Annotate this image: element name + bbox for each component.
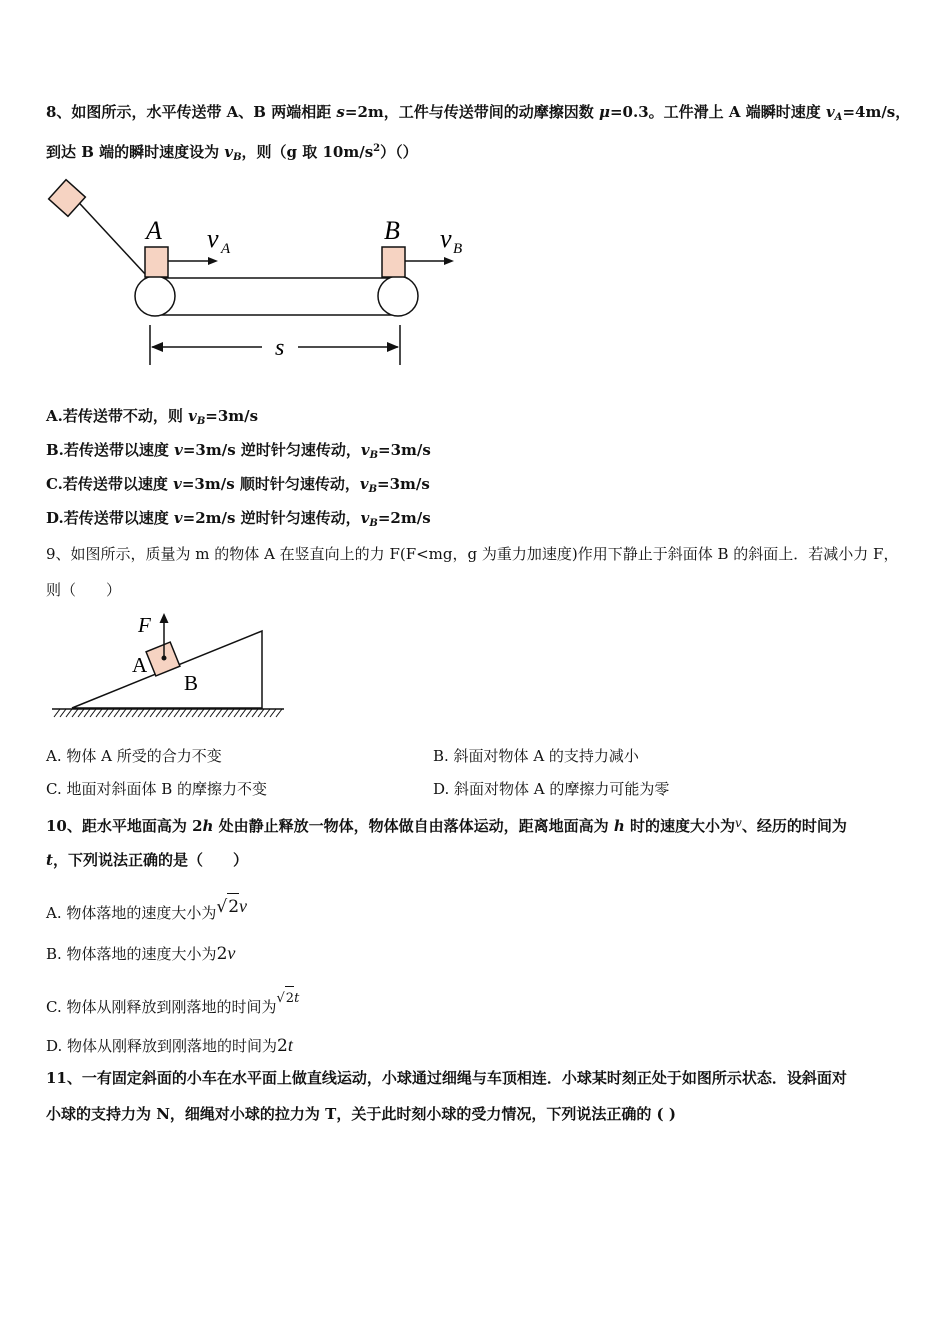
left-pulley — [135, 276, 175, 316]
q10-stem-line1: 10、距水平地面高为 2h 处由静止释放一物体，物体做自由落体运动，距离地面高为 h 时的速度大小为$^v$、经历的时间为 — [46, 816, 847, 835]
q8-stem-line1: 8、如图所示，水平传送带 A、B 两端相距 s=2m，工件与传送带间的动摩擦因数 μ=0.3。工件滑上 A 端瞬时速度 $v_A=4m/s$， — [46, 103, 911, 123]
label-vB-sub: B — [453, 241, 463, 257]
q10-option-d: D. 物体从刚释放到刚落地的时间为2t — [46, 1035, 293, 1056]
sqrt-2-t: √2 — [276, 986, 294, 1011]
sqrt-2-v: √2 — [216, 893, 239, 920]
label-vB: v — [440, 224, 452, 253]
q10-option-c: C. 物体从刚释放到刚落地的时间为√2t — [46, 986, 299, 1019]
q9-stem-line1: 9、如图所示，质量为 m 的物体 A 在竖直向上的力 F(F<mg，g 为重力加速度)作用下静止于斜面体 B 的斜面上．若减小力 F， — [46, 545, 899, 563]
label-A-incline: A — [132, 653, 148, 677]
label-B: B — [384, 216, 400, 245]
q10-option-a: A. 物体落地的速度大小为√2v — [46, 893, 247, 926]
label-B-incline: B — [184, 671, 199, 695]
q10-stem-line2: t，下列说法正确的是（ ） — [46, 851, 248, 869]
block-B — [382, 247, 405, 277]
q9-option-b: B. 斜面对物体 A 的支持力减小 — [433, 747, 639, 765]
block-A — [145, 247, 168, 277]
incline-figure — [44, 608, 294, 723]
right-pulley — [378, 276, 418, 316]
q8-option-d: D.若传送带以速度 v=2m/s 逆时针匀速传动，$v_B=2m/s$ — [46, 509, 431, 529]
q8-option-b: B.若传送带以速度 v=3m/s 逆时针匀速传动，$v_B=3m/s$ — [46, 441, 431, 461]
q9-option-a: A. 物体 A 所受的合力不变 — [46, 747, 222, 765]
q9-option-d: D. 斜面对物体 A 的摩擦力可能为零 — [433, 780, 670, 798]
q11-stem-line1: 11、一有固定斜面的小车在水平面上做直线运动，小球通过细绳与车顶相连．小球某时刻正处于如图所示状态．设斜面对 — [46, 1069, 847, 1087]
ramp-block — [49, 180, 86, 217]
q8-option-c: C.若传送带以速度 v=3m/s 顺时针匀速传动，$v_B=3m/s$ — [46, 475, 430, 495]
q10-option-b: B. 物体落地的速度大小为2v — [46, 943, 236, 964]
conveyor-belt-figure — [40, 175, 480, 375]
label-s: s — [275, 335, 285, 361]
q9-option-c: C. 地面对斜面体 B 的摩擦力不变 — [46, 780, 268, 798]
label-vA-sub: A — [221, 241, 231, 257]
q9-stem-line2: 则（ ） — [46, 581, 122, 599]
label-A: A — [146, 216, 162, 245]
label-F: F — [138, 613, 151, 637]
q8-option-a: A.若传送带不动，则 $v_B=3m/s$ — [46, 407, 259, 427]
q8-stem-line2: 到达 B 端的瞬时速度设为 $v_B$，则（g 取 $10m/s^2)()$ — [46, 143, 418, 163]
q11-stem-line2: 小球的支持力为 N，细绳对小球的拉力为 T，关于此时刻小球的受力情况，下列说法正确的 ( ) — [46, 1105, 676, 1123]
label-vA: v — [207, 224, 219, 253]
